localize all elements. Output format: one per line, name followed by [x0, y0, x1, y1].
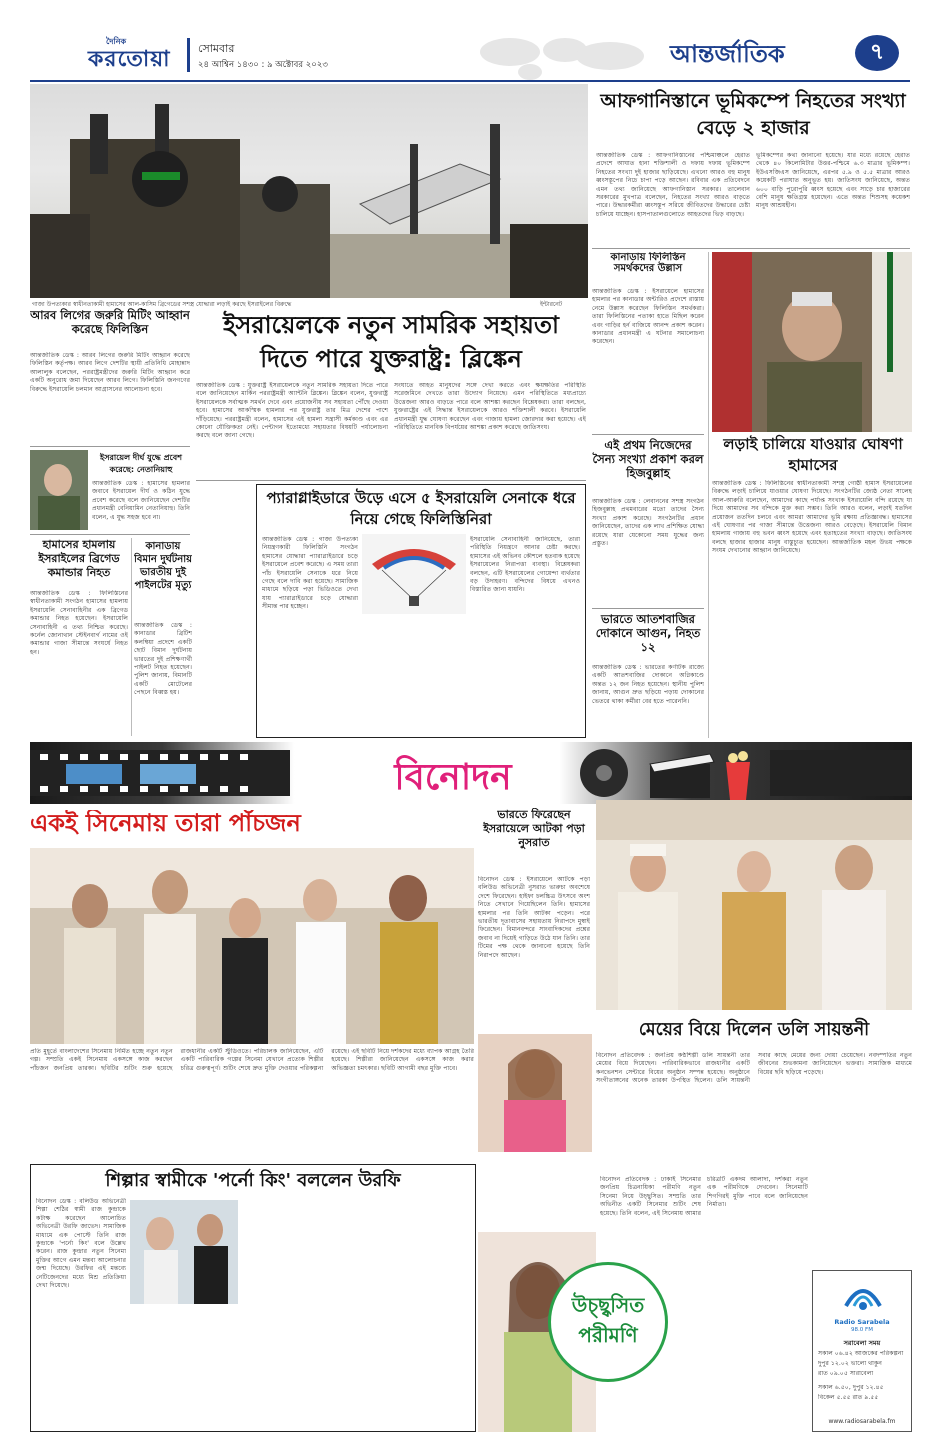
radio-freq: 98.0 FM [851, 1327, 873, 1333]
radio-row-4: সকাল ৬.৫০, দুপুর ১২.৪৫ [818, 1384, 884, 1391]
dolly-body: বিনোদন প্রতিবেদক : জনপ্রিয় কণ্ঠশিল্পী ডলি সায়ন্তনী তার মেয়ের বিয়ে দিয়েছেন। পারিবারিকভাবে রাজধানীর একটি কনভেনশন সেন্টারে বিয়ের অনুষ্ঠান সম্পন্ন হয়েছে। অনুষ্ঠানে সংগীতাঙ্গনের অনেক তারকা উপস্থিত ছিলেন। ডলি সায়ন্তনী সবার কাছে মেয়ের জন্য দোয়া চেয়েছেন। নবদম্পতির নতুন জীবনের শুভকামনা জানিয়েছেন ভক্তরা। সামাজিক মাধ্যমে বিয়ের ছবি ছড়িয়ে পড়েছে। [596, 1052, 912, 1085]
hezbollah-headline: এই প্রথম নিজেদের সৈন্য সংখ্যা প্রকাশ করল হিজবুল্লাহ [592, 438, 704, 480]
canada-plane-body: আন্তর্জাতিক ডেস্ক : কানাডার ব্রিটিশ কলম্বিয়া প্রদেশে একটি ছোট বিমান দুর্ঘটনায় ভারতের দুই প্রশিক্ষণার্থী পাইলট নিহত হয়েছেন। পুলিশ জানায়, বিমানটি একটি মোটেলের পেছনে বিধ্বস্ত হয়। [134, 622, 192, 697]
netanyahu-headline: ইসরায়েল দীর্ঘ যুদ্ধে প্রবেশ করেছে: নেতানিয়াহু [100, 453, 182, 474]
page-number-text: ৭ [869, 40, 885, 65]
top-photo-credit: ইন্টারনেট [540, 301, 563, 308]
binodon-title: বিনোদন [394, 756, 512, 798]
brigade-body: আন্তর্জাতিক ডেস্ক : ফিলিস্তিনের স্বাধীনতাকামী সংগঠন হামাসের হামলায় ইসরায়েলি সেনাবাহিনীর এক ব্রিগেড কমান্ডার নিহত হয়েছেন। ইসরায়েলি সেনাবাহিনী এ তথ্য নিশ্চিত করেছে। কর্নেল জোনাথান স্টেইনবার্গ নামের ওই কমান্ডার গাজা সীমান্তে সংঘর্ষে নিহত হন। [30, 590, 128, 656]
hezbollah-rule [592, 608, 704, 609]
brigade-headline: হামাসের হামলায় ইসরাইলের ব্রিগেড কমান্ডার নিহত [38, 538, 120, 579]
main-rule [196, 480, 586, 481]
porimoni-body: বিনোদন প্রতিবেদক : ঢাকাই সিনেমার জনপ্রিয় চিত্রনায়িকা পরীমণি নতুন সিনেমা নিয়ে উচ্ছ্বসিত। সম্প্রতি তার অভিনীত একটি সিনেমার শুটিং শেষ হয়েছে। তিনি বলেন, এই সিনেমায় আমার চরিত্রটি একদম আলাদা, দর্শকরা নতুন এক পরীমণিকে দেখবেন। সিনেমাটি শিগগিরই মুক্তি পাবে বলে জানিয়েছেন নির্মাতা। [600, 1176, 808, 1217]
radio-row-3: রাত ০৯.০৫ সারাবেলা [818, 1370, 874, 1377]
radio-logo-icon [838, 1276, 888, 1316]
paraglider-photo [362, 534, 466, 614]
page-number [855, 35, 899, 71]
main-body-1: আন্তর্জাতিক ডেস্ক : যুক্তরাষ্ট্র ইসরায়েলকে নতুন সামরিক সহায়তা দিতে পারে বলে জানিয়েছেন মার্কিন পররাষ্ট্রমন্ত্রী অ্যান্টনি ব্লিঙ্কেন। ব্লিঙ্কেন বলেন, যুক্তরাষ্ট্র ইসরায়েলকে সর্বাত্মক সমর্থন দেবে এবং প্রয়োজনীয় সব সহায়তা পৌঁছে দেওয়া হবে। হামাসের আকস্মিক হামলার পর যুক্তরাষ্ট্র তার মিত্র দেশের পাশে দাঁড়িয়েছে। পররাষ্ট্রমন্ত্রী বলেন, হামাসের এই হামলা সন্ত্রাসী কর্মকাণ্ড এবং এর কোনো যৌক্তিকতা নেই। পেন্টাগন ইতোমধ্যে সহায়তার বিষয়টি পর্যালোচনা করছে বলে জানা গেছে। [196, 382, 388, 440]
date: ২৪ আশ্বিন ১৪৩০ : ৯ অক্টোবর ২০২৩ [198, 60, 328, 70]
paraglider-headline: প্যারাগ্লাইডারে উড়ে এসে ৫ ইসরায়েলি সেনাকে ধরে নিয়ে গেছে ফিলিস্তিনিরা [266, 489, 576, 528]
main-headline: ইসরায়েলকে নতুন সামরিক সহায়তা দিতে পারে যুক্তরাষ্ট্র: ব্লিঙ্কেন [223, 311, 559, 373]
canada-headline: কানাডায় ফিলিস্তিন সমর্থকদের উল্লাস [610, 252, 686, 274]
radio-row-2: দুপুর ১২.০২ ভালো থাকুন [818, 1360, 882, 1367]
binodon-banner [30, 742, 912, 804]
world-map-watermark [470, 30, 660, 85]
urfi-body-4 [356, 1198, 470, 1426]
india-fire-headline: ভারতে আতশবাজির দোকানে আগুন, নিহত ১২ [595, 612, 701, 654]
weekday: সোমবার [198, 42, 235, 55]
nusrat-photo [478, 1034, 592, 1152]
porimoni-headline: উচ্ছ্বসিত পরীমণি [571, 1293, 645, 1347]
netanyahu-rule [30, 534, 190, 535]
urfi-body-1: বিনোদন ডেস্ক : বলিউড অভিনেত্রী শিল্পা শেঠির স্বামী রাজ কুন্দ্রাকে কটাক্ষ করেছেন আলোচিত অভিনেত্রী উরফি জাভেদ। সামাজিক মাধ্যমে এক পোস্টে তিনি রাজ কুন্দ্রাকে 'পর্নো কিং' বলে উল্লেখ করেন। রাজ কুন্দ্রার নতুন সিনেমা মুক্তির আগে এমন মন্তব্য আলোচনার জন্ম দিয়েছে। উরফির এই মন্তব্যে নেটিজেনদের মধ্যে মিশ্র প্রতিক্রিয়া দেখা দিয়েছে। [36, 1198, 126, 1290]
hamas-body: আন্তর্জাতিক ডেস্ক : ফিলিস্তিনের স্বাধীনতাকামী সশস্ত্র গোষ্ঠী হামাস ইসরায়েলের বিরুদ্ধে লড়াই চালিয়ে যাওয়ার ঘোষণা দিয়েছে। সংগঠনটির জ্যেষ্ঠ নেতা সালেহ আল-আরুরি বলেছেন, আমাদের কাছে পর্যাপ্ত সংখ্যক ইসরায়েলি বন্দি রয়েছে যা দিয়ে আমাদের সব বন্দিকে মুক্ত করা সম্ভব। তিনি আরও বলেন, লড়াই যতদিন প্রয়োজন ততদিন চলবে এবং আমরা আমাদের ভূমি রক্ষায় প্রতিজ্ঞাবদ্ধ। হামাসের এই ঘোষণার পর গাজা সীমান্তে উত্তেজনা আরও বেড়েছে। ইসরায়েলি বিমান হামলায় গাজায় বহু ভবন ধ্বংস হয়েছে এবং হতাহতের সংখ্যা বাড়ছে। জাতিসংঘ বলছে হাজার হাজার মানুষ বাস্তুচ্যুত হয়েছেন। আন্তর্জাতিক মহল উভয় পক্ষকে সংযম দেখানোর আহ্বান জানিয়েছে। [712, 480, 912, 555]
cinema-body: প্রতি মুহূর্তে বাংলাদেশের সিনেমায় নির্মিত হচ্ছে নতুন নতুন গল্প। সম্প্রতি একই সিনেমায় একসঙ্গে কাজ করছেন পাঁচজন জনপ্রিয় তারকা। ছবিটির শুটিং শুরু হয়েছে রাজধানীর একটি স্টুডিওতে। পরিচালক জানিয়েছেন, এটি একটি পারিবারিক গল্পের সিনেমা যেখানে প্রত্যেক শিল্পীর চরিত্র গুরুত্বপূর্ণ। শুটিং শেষে দ্রুত মুক্তি দেওয়ার পরিকল্পনা রয়েছে। এই ছবিটি নিয়ে দর্শকদের মধ্যে ব্যাপক আগ্রহ তৈরি হয়েছে। শিল্পীরা জানিয়েছেন একসঙ্গে কাজ করার অভিজ্ঞতা চমৎকার। ছবিটি আগামী বছর মুক্তি পাবে। [30, 1048, 474, 1072]
section-title: আন্তর্জাতিক [670, 39, 785, 68]
netanyahu-photo [30, 450, 88, 530]
afghan-body-2: ভূমিকম্পের কথা জানানো হয়েছে। যার মধ্যে রয়েছে হেরাত থেকে ৪০ কিলোমিটার উত্তর-পশ্চিমে ৬.৩ মাত্রার ভূমিকম্প। ইউএসজিএস জানিয়েছে, এরপর ৫.৯ ও ৫.৫ মাত্রার আরও কয়েকটি পরাঘাত অনুভূত হয়। জাতিসংঘ জানিয়েছে, অন্তত ৬০০ বাড়ি পুরোপুরি ধ্বংস হয়েছে এবং সাড়ে চার হাজারের বেশি মানুষ ক্ষতিগ্রস্ত হয়েছেন। এতে অন্তত শিশুসহ কয়েকশ মানুষ আশ্রয়হীন। [756, 152, 910, 210]
afghan-body-1: আন্তর্জাতিক ডেস্ক : আফগানিস্তানের পশ্চিমাঞ্চলে হেরাত প্রদেশে আঘাত হানা শক্তিশালী ও দফায় দফায় ভূমিকম্পে নিহতের সংখ্যা দুই হাজার ছাড়িয়েছে। এখনো আরও বহু মানুষ ধ্বংসস্তূপের নিচে চাপা পড়ে আছেন। রবিবার এক প্রতিবেদনে এমন তথ্য জানিয়েছে আফগানিস্তান সরকার। তালেবান সরকারের মুখপাত্র বলেছেন, নিহতের সংখ্যা আরও বাড়তে পারে। উদ্ধারকর্মীরা ধ্বংসস্তূপ সরিয়ে জীবিতদের উদ্ধারের চেষ্টা চালিয়ে যাচ্ছেন। হাসপাতালগুলোতে আহতদের ভিড় বাড়ছে। [596, 152, 750, 218]
paraglider-body-1: আন্তর্জাতিক ডেস্ক : গাজা উপত্যকা নিয়ন্ত্রণকারী ফিলিস্তিনি সংগঠন হামাসের যোদ্ধারা প্যারাগ্লাইডারে চড়ে ইসরায়েলে প্রবেশ করেছে। এ সময় তারা পাঁচ ইসরায়েলি সেনাকে ধরে নিয়ে গেছে বলে দাবি করা হয়েছে। সামাজিক মাধ্যমে ছড়িয়ে পড়া ভিডিওতে দেখা যায় প্যারাগ্লাইডারে চড়ে যোদ্ধারা সীমান্ত পার হচ্ছেন। [262, 536, 358, 611]
hezbollah-body: আন্তর্জাতিক ডেস্ক : লেবাননের সশস্ত্র সংগঠন হিজবুল্লাহ প্রথমবারের মতো তাদের সৈন্য সংখ্যা প্রকাশ করেছে। সংগঠনটির প্রধান জানিয়েছেন, তাদের এক লাখ প্রশিক্ষিত যোদ্ধা রয়েছে যারা যেকোনো সময় যুদ্ধের জন্য প্রস্তুত। [592, 498, 704, 548]
netanyahu-body: আন্তর্জাতিক ডেস্ক : হামাসের হামলার জবাবে ইসরায়েল দীর্ঘ ও কঠিন যুদ্ধে প্রবেশ করেছে বলে জানিয়েছেন দেশটির প্রধানমন্ত্রী বেনিয়ামিন নেতানিয়াহু। তিনি বলেন, এ যুদ্ধ সহজ হবে না। [92, 480, 190, 521]
cinema-headline: একই সিনেমায় তারা পাঁচজন [30, 810, 301, 837]
left-col-divider [131, 538, 132, 736]
radio-row-5: বিকেল ৫.৫৫ রাত ৯.৫৫ [818, 1394, 879, 1401]
logo-small: দৈনিক [106, 37, 127, 46]
hamas-headline: লড়াই চালিয়ে যাওয়ার ঘোষণা হামাসের [723, 435, 903, 474]
afghan-headline: আফগানিস্তানে ভূমিকম্পে নিহতের সংখ্যা বেড়ে ২ হাজার [600, 90, 906, 139]
paraglider-body-2: ইসরায়েলি সেনাবাহিনী জানিয়েছে, তারা পরিস্থিতি নিয়ন্ত্রণে আনার চেষ্টা করছে। হামাসের এই অভিনব কৌশলে হতবাক হয়েছে ইসরায়েলের নিরাপত্তা ব্যবস্থা। বিশ্লেষকরা বলছেন, এটি ইসরায়েলের গোয়েন্দা ব্যর্থতার বড় উদাহরণ। বন্দিদের বিষয়ে এখনও বিস্তারিত জানা যায়নি। [470, 536, 580, 594]
urfi-body-3 [242, 1198, 352, 1426]
radio-label: সরাবেলা সময় [843, 1339, 881, 1347]
masthead-rule [30, 80, 910, 82]
cinema-photo [30, 848, 474, 1044]
radio-row-1: সকাল ০৬.৪২ আজকের পরিকল্পনা [818, 1350, 904, 1357]
canada-plane-headline: কানাডায় বিমান দুর্ঘটনায় ভারতীয় দুই পাইলটের মৃত্যু [134, 541, 192, 591]
urfi-photo [130, 1200, 238, 1304]
nusrat-body-cont [478, 1156, 590, 1176]
main-body-2: সংঘাতে আহত মানুষদের সঙ্গে দেখা করতে এবং ক্ষয়ক্ষতির পরিস্থিতি সরেজমিনে দেখতে তারা উদ্যোগ নিয়েছে। এমন পরিস্থিতিতে মধ্যপ্রাচ্যে উত্তেজনা আরও বাড়তে পারে বলে আশঙ্কা করছেন বিশ্লেষকরা। তারা বলছেন, যুক্তরাষ্ট্রের এই সিদ্ধান্ত ইসরায়েলকে আরও শক্তিশালী করবে। ইসরায়েলি প্রধানমন্ত্রী যুদ্ধ ঘোষণা করেছেন এবং গাজায় হামলা জোরদার করা হয়েছে। এই পরিস্থিতিতে মানবিক বিপর্যয়ের আশঙ্কা প্রকাশ করেছে জাতিসংঘ। [394, 382, 586, 432]
radio-url[interactable]: www.radiosarabela.fm [828, 1418, 896, 1425]
afghan-rule [592, 248, 910, 249]
urfi-body-2 [130, 1306, 238, 1426]
masthead [0, 0, 945, 92]
dolly-photo [596, 800, 912, 1010]
top-photo [30, 84, 588, 298]
radio-name: Radio Sarabela [834, 1318, 890, 1326]
india-fire-body: আন্তর্জাতিক ডেস্ক : ভারতের কর্ণাটক রাজ্যে একটি আতশবাজির দোকানে অগ্নিকাণ্ডে অন্তত ১২ জন নিহত হয়েছেন। স্থানীয় পুলিশ জানায়, আগুন দ্রুত ছড়িয়ে পড়ায় দোকানের ভেতরে থাকা কর্মীরা বের হতে পারেননি। [592, 664, 704, 705]
canada-body: আন্তর্জাতিক ডেস্ক : ইসরায়েলে হামাসের হামলার পর কানাডার অন্টারিও প্রদেশে রাস্তায় নেমে উল্লাস করেছেন ফিলিস্তিন সমর্থকরা। তারা ফিলিস্তিনের পতাকা হাতে মিছিল করেন এবং গাড়ির হর্ন বাজিয়ে আনন্দ প্রকাশ করেন। কানাডার প্রধানমন্ত্রী এ ঘটনার সমালোচনা করেছেন। [592, 288, 704, 346]
nusrat-body: বিনোদন ডেস্ক : ইসরায়েলে আটকে পড়া বলিউড অভিনেত্রী নুসরাত ভারুচা অবশেষে দেশে ফিরেছেন। হাইফা চলচ্চিত্র উৎসবে অংশ নিতে সেখানে গিয়েছিলেন তিনি। হামাসের হামলার পর তিনি আটকা পড়েন। পরে ভারতীয় দূতাবাসের সহায়তায় নিরাপদে মুম্বাই ফিরেছেন। বিমানবন্দরে সাংবাদিকদের প্রশ্নের জবাব না দিয়েই গাড়িতে উঠে যান তিনি। তার টিমের পক্ষ থেকে জানানো হয়েছে তিনি নিরাপদে আছেন। [478, 876, 590, 959]
masthead-divider [187, 38, 190, 72]
canada-rule [592, 434, 704, 435]
urfi-headline: শিল্পার স্বামীকে 'পর্নো কিং' বললেন উরফি [105, 1170, 401, 1191]
logo: করতোয়া [88, 46, 171, 72]
nusrat-headline: ভারতে ফিরেছেন ইসরায়েলে আটকা পড়া নুসরাত [483, 808, 585, 849]
right-col-divider [708, 252, 709, 738]
arab-league-body: আন্তর্জাতিক ডেস্ক : আরব লিগের জরুরি মিটিং আহ্বান করেছে ফিলিস্তিন কর্তৃপক্ষ। আরব লিগে দেশটির স্থায়ী প্রতিনিধি মোহান্নাদ আলালুক বলেছেন, পররাষ্ট্রমন্ত্রীদের জরুরি মিটিং আহ্বান করে একটি অনুরোধ জমা দিয়েছেন আরব লিগে। ফিলিস্তিনি জনগণের বিরুদ্ধে ইসরায়েলি চলমান আগ্রাসনের আলোচনা হবে। [30, 352, 190, 393]
top-photo-caption: গাজা উপত্যকার স্বাধীনতাকামী হামাসের আল-কাসিম ব্রিগেডের সশস্ত্র যোদ্ধারা লড়াই করছে ইসরাইলের বিরুদ্ধে [32, 301, 292, 308]
dolly-headline: মেয়ের বিয়ে দিলেন ডলি সায়ন্তনী [638, 1020, 870, 1040]
hamas-leader-photo [712, 252, 912, 432]
arab-league-rule [30, 446, 190, 447]
arab-league-headline: আরব লিগের জরুরি মিটিং আহ্বান করেছে ফিলিস্তিন [30, 308, 190, 336]
